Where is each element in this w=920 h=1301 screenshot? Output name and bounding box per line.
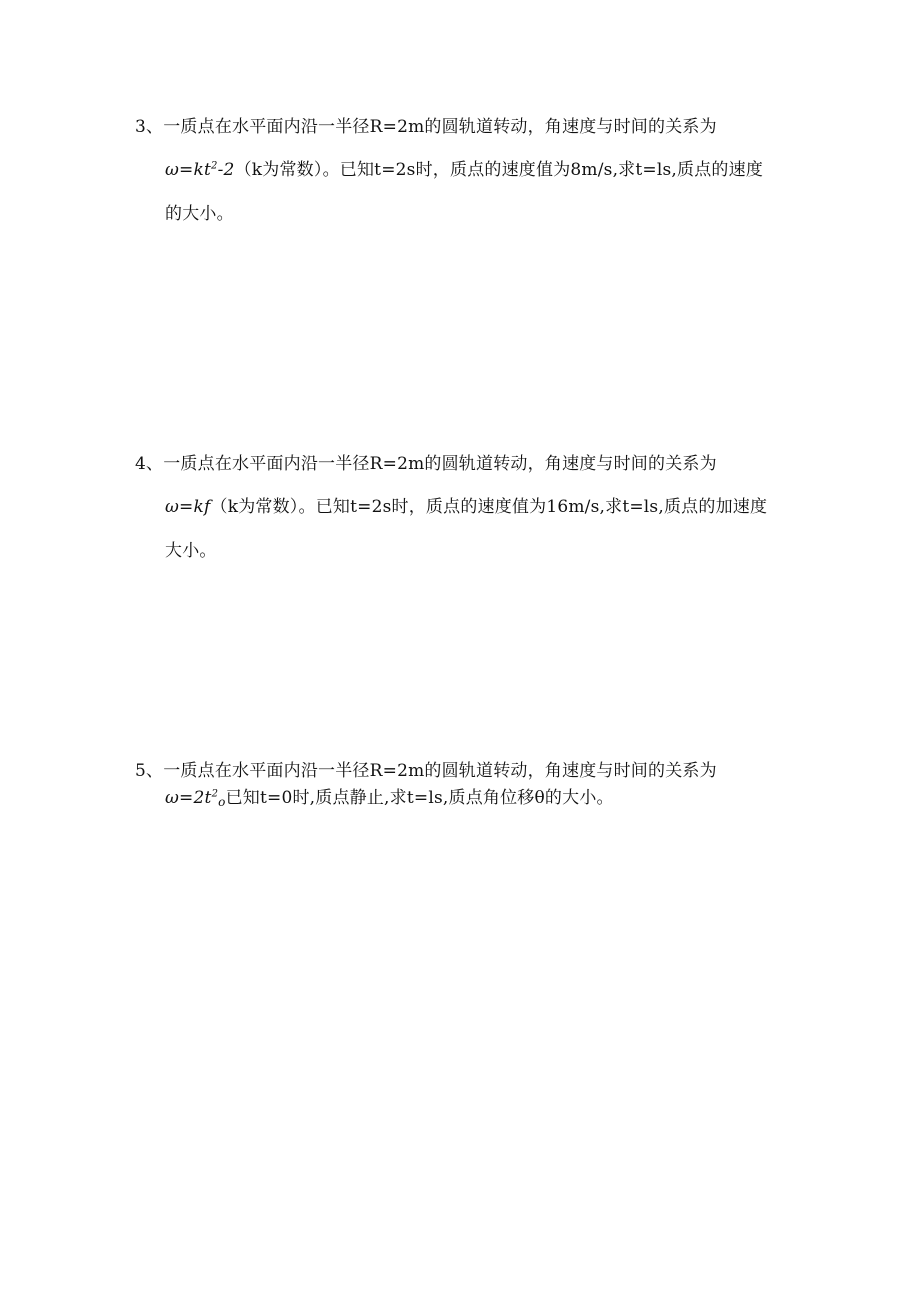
problem-3-line-1 [135,117,717,137]
problem-3-line-2 [165,160,763,180]
problem-text: 的大小。 [165,204,234,224]
problem-4-line-1 [135,454,717,474]
problem-4-line-2 [165,497,767,517]
problem-4-line-3 [165,541,217,561]
problem-text: 已知t=0时,质点静止,求t=ls,质点角位移θ的大小。 [225,788,614,808]
problem-number: 5 [135,761,147,781]
problem-3-line-3 [165,204,234,224]
problem-text: （k为常数）。已知t=2s时，质点的速度值为8m∕s,求t=ls,质点的速度 [234,160,764,180]
formula: $\omega=kt^2-2$ [165,160,235,180]
formula: $\omega=2t^2o$ [165,788,226,809]
problem-text: 大小。 [165,541,217,561]
problem-number: 3 [135,117,147,137]
problem-5-line-2 [165,788,614,809]
problem-5-line-1 [135,761,717,781]
problem-text: 、一质点在水平面内沿一半径R=2m的圆轨道转动，角速度与时间的关系为 [146,454,717,474]
formula: ω=kf [165,497,211,517]
problem-number: 4 [135,454,147,474]
problem-text: 、一质点在水平面内沿一半径R=2m的圆轨道转动，角速度与时间的关系为 [146,117,717,137]
problem-text: （k为常数）。已知t=2s时，质点的速度值为16m∕s,求t=ls,质点的加速度 [210,497,768,517]
problem-text: 、一质点在水平面内沿一半径R=2m的圆轨道转动，角速度与时间的关系为 [146,761,717,781]
